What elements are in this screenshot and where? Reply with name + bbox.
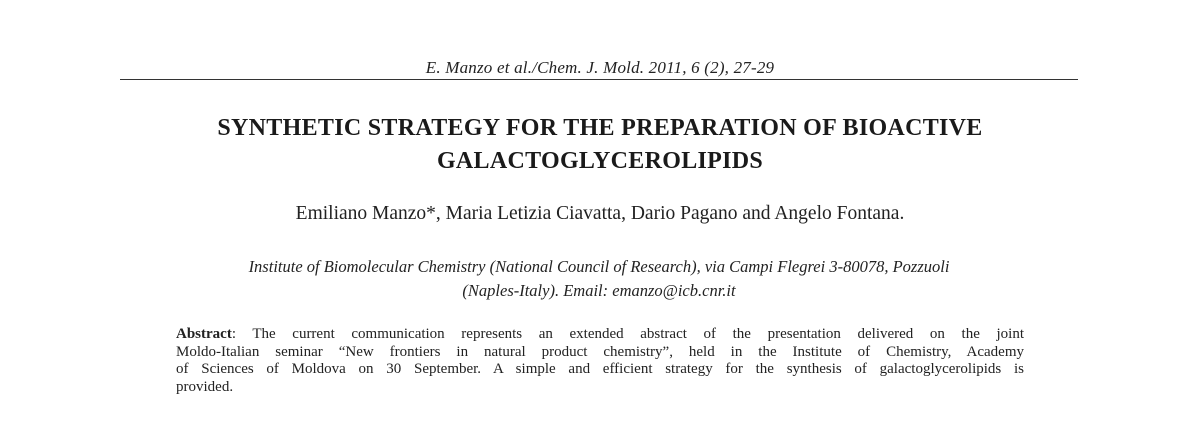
affiliation-line-2: (Naples-Italy). Email: emanzo@icb.cnr.it [462, 281, 736, 300]
affiliation-line-1: Institute of Biomolecular Chemistry (National Council of Research), via Campi Flegrei 3-80078, Pozzuoli [248, 257, 950, 276]
abstract-line-2: Moldo-Italian seminar “New frontiers in natural product chemistry”, held in the Institute of Chemistry, Academy [176, 343, 1024, 360]
abstract-line-4: provided. [176, 378, 234, 395]
author-list: Emiliano Manzo*, Maria Letizia Ciavatta, Dario Pagano and Angelo Fontana. [295, 203, 905, 224]
running-header: E. Manzo et al./Chem. J. Mold. 2011, 6 (2), 27-29 [425, 58, 775, 77]
title-line-1: SYNTHETIC STRATEGY FOR THE PREPARATION OF BIOACTIVE [217, 115, 983, 141]
abstract-line-1 [176, 326, 1024, 344]
paper-title [0, 112, 1200, 178]
header-rule [120, 79, 1078, 80]
abstract [176, 326, 1024, 396]
affiliation [120, 255, 1078, 303]
abstract-label: Abstract [176, 326, 232, 342]
abstract-line-3: of Sciences of Moldova on 30 September. A simple and efficient strategy for the synthesis of galactoglycerolipids is [176, 361, 1024, 377]
title-line-2: GALACTOGLYCEROLIPIDS [436, 148, 764, 174]
abstract-text-1: : The current communication represents an extended abstract of the presentation delivered on the joint [231, 326, 1024, 342]
